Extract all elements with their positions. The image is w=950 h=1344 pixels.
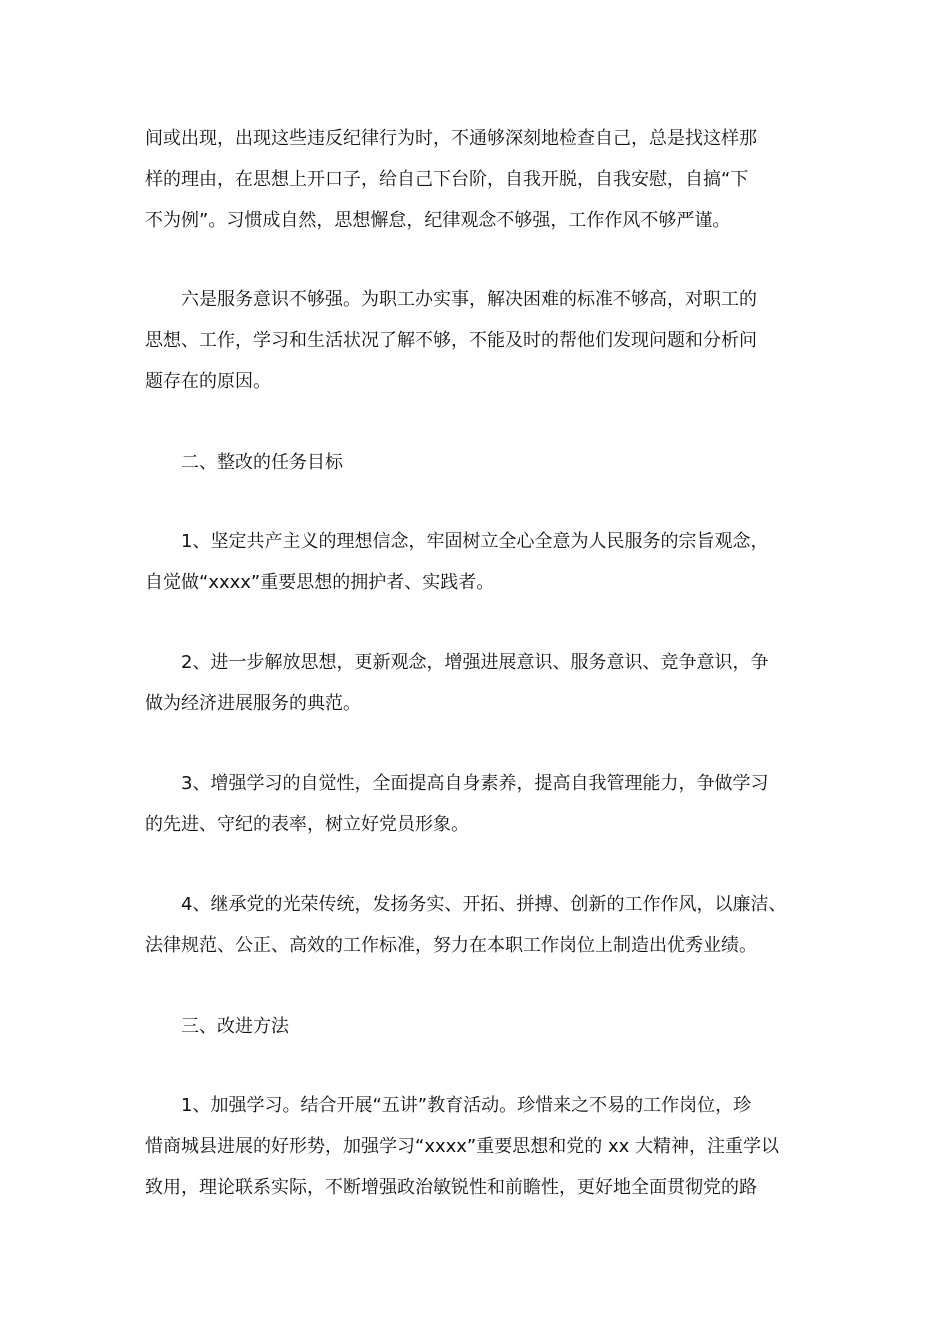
paragraph-goal-1 bbox=[145, 521, 810, 603]
text-line: 的先进、守纪的表率，树立好党员形象。 bbox=[145, 814, 469, 835]
paragraph-goal-2 bbox=[145, 642, 810, 724]
paragraph-service-awareness bbox=[145, 279, 810, 402]
text-line: 样的理由，在思想上开口子，给自己下台阶，自我开脱，自我安慰，自搞“下 bbox=[145, 169, 749, 190]
section-heading-rectification-goals bbox=[145, 442, 810, 483]
text-line: 不为例”。习惯成自然，思想懈怠，纪律观念不够强，工作作风不够严谨。 bbox=[145, 210, 731, 231]
text-line: 六是服务意识不够强。为职工办实事，解决困难的标准不够高，对职工的 bbox=[181, 289, 757, 310]
text-line: 题存在的原因。 bbox=[145, 371, 271, 392]
text-line: 2、进一步解放思想，更新观念，增强进展意识、服务意识、竞争意识，争 bbox=[181, 652, 769, 673]
text-line: 1、坚定共产主义的理想信念，牢固树立全心全意为人民服务的宗旨观念， bbox=[181, 531, 769, 552]
heading-line: 三、改进方法 bbox=[181, 1016, 289, 1037]
text-line: 惜商城县进展的好形势，加强学习“xxxx”重要思想和党的 xx 大精神，注重学以 bbox=[145, 1136, 780, 1157]
paragraph-goal-3 bbox=[145, 763, 810, 845]
text-line: 思想、工作，学习和生活状况了解不够，不能及时的帮他们发现问题和分析问 bbox=[145, 330, 757, 351]
text-line: 做为经济进展服务的典范。 bbox=[145, 693, 361, 714]
text-line: 3、增强学习的自觉性，全面提高自身素养，提高自我管理能力，争做学习 bbox=[181, 773, 769, 794]
section-heading-improvement-methods bbox=[145, 1006, 810, 1047]
text-line: 1、加强学习。结合开展“五讲”教育活动。珍惜来之不易的工作岗位，珍 bbox=[181, 1095, 752, 1116]
text-line: 4、继承党的光荣传统，发扬务实、开拓、拼搏、创新的工作作风，以廉洁、 bbox=[181, 894, 787, 915]
paragraph-method-1 bbox=[145, 1085, 810, 1208]
heading-line: 二、整改的任务目标 bbox=[181, 452, 343, 473]
text-line: 致用，理论联系实际，不断增强政治敏锐性和前瞻性，更好地全面贯彻党的路 bbox=[145, 1177, 757, 1198]
text-line: 间或出现，出现这些违反纪律行为时，不通够深刻地检查自己，总是找这样那 bbox=[145, 128, 757, 149]
text-line: 自觉做“xxxx”重要思想的拥护者、实践者。 bbox=[145, 572, 495, 593]
paragraph-goal-4 bbox=[145, 884, 810, 966]
paragraph-continuation bbox=[145, 118, 810, 241]
text-line: 法律规范、公正、高效的工作标准，努力在本职工作岗位上制造出优秀业绩。 bbox=[145, 935, 757, 956]
